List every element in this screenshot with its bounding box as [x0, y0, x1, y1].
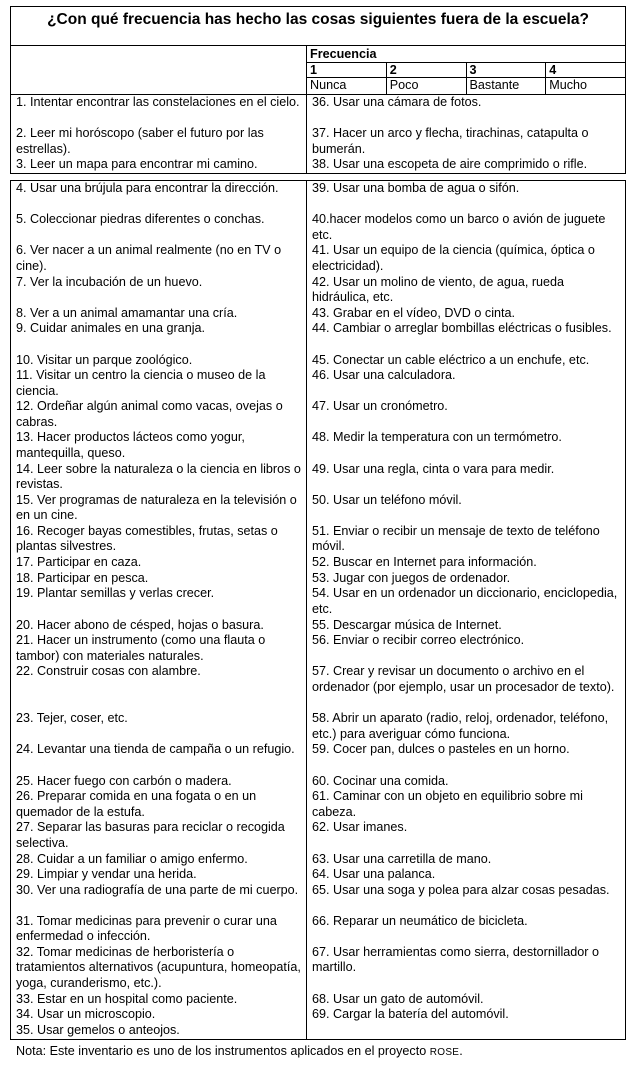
item-37: 37. Hacer un arco y flecha, tirachinas, catapulta o bumerán.	[312, 126, 589, 156]
footnote	[10, 1044, 626, 1060]
item-29: 29. Limpiar y vendar una herida.	[16, 867, 197, 882]
item-68: 68. Usar un gato de automóvil.	[312, 991, 484, 1006]
item-4: 4. Usar una brújula para encontrar la dirección.	[16, 180, 279, 195]
frequency-header	[10, 46, 626, 95]
item-26: 26. Preparar comida en una fogata o en un quemador de la estufa.	[16, 789, 257, 819]
item-43: 43. Grabar en el vídeo, DVD o cinta.	[312, 305, 516, 320]
item-67: 67. Usar herramientas como sierra, destornillador o martillo.	[312, 945, 599, 975]
item-44: 44. Cambiar o arreglar bombillas eléctricas o fusibles.	[312, 321, 612, 336]
item-40: 40.hacer modelos como un barco o avión de juguete etc.	[312, 212, 606, 242]
item-53: 53. Jugar con juegos de ordenador.	[312, 570, 511, 585]
item-7: 7. Ver la incubación de un huevo.	[16, 274, 203, 289]
item-58: 58. Abrir un aparato (radio, reloj, ordenador, teléfono, etc.) para averiguar cómo funciona.	[312, 711, 609, 741]
questionnaire	[10, 6, 626, 1060]
scale-label: Poco	[389, 78, 419, 92]
scale-label: Bastante	[469, 78, 520, 92]
item-36: 36. Usar una cámara de fotos.	[312, 95, 482, 109]
item-50: 50. Usar un teléfono móvil.	[312, 492, 462, 507]
footnote-text: Nota: Este inventario es uno de los instrumentos aplicados en el proyecto	[16, 1043, 430, 1058]
item-64: 64. Usar una palanca.	[312, 867, 436, 882]
item-62: 62. Usar imanes.	[312, 820, 408, 835]
item-17: 17. Participar en caza.	[16, 555, 142, 570]
item-empty	[307, 1023, 625, 1039]
item-69: 69. Cargar la batería del automóvil.	[312, 1007, 509, 1022]
item-63: 63. Usar una carretilla de mano.	[312, 851, 492, 866]
item-19: 19. Plantar semillas y verlas crecer.	[16, 586, 215, 601]
frequency-scale	[307, 46, 625, 94]
scale-number: 4	[546, 63, 625, 78]
item-11: 11. Visitar un centro la ciencia o museo de la ciencia.	[16, 368, 266, 398]
item-51: 51. Enviar o recibir un mensaje de texto de teléfono móvil.	[312, 524, 600, 554]
item-46: 46. Usar una calculadora.	[312, 368, 456, 383]
item-66: 66. Reparar un neumático de bicicleta.	[312, 913, 528, 928]
project-name: ROSE	[429, 1046, 460, 1058]
item-5: 5. Coleccionar piedras diferentes o conchas.	[16, 212, 265, 227]
scale-option-3	[467, 63, 547, 94]
item-25: 25. Hacer fuego con carbón o madera.	[16, 773, 232, 788]
item-57: 57. Crear y revisar un documento o archivo en el ordenador (por ejemplo, usar un procesador de texto).	[312, 664, 615, 694]
item-13: 13. Hacer productos lácteos como yogur, mantequilla, queso.	[16, 430, 245, 460]
scale-option-2	[387, 63, 467, 94]
item-28: 28. Cuidar a un familiar o amigo enfermo.	[16, 851, 248, 866]
item-24: 24. Levantar una tienda de campaña o un refugio.	[16, 742, 295, 757]
item-22: 22. Construir cosas con alambre.	[16, 664, 201, 679]
scale-number: 1	[307, 63, 386, 78]
item-35: 35. Usar gemelos o anteojos.	[16, 1023, 180, 1038]
scale-number: 3	[467, 63, 546, 78]
scale-option-4	[546, 63, 625, 94]
scale-label: Mucho	[549, 78, 588, 92]
item-27: 27. Separar las basuras para reciclar o recogida selectiva.	[16, 820, 285, 850]
scale-label: Nunca	[310, 78, 347, 92]
item-20: 20. Hacer abono de césped, hojas o basura.	[16, 617, 264, 632]
item-14: 14. Leer sobre la naturaleza o la ciencia en libros o revistas.	[16, 461, 301, 492]
item-33: 33. Estar en un hospital como paciente.	[16, 991, 238, 1006]
scale-option-1	[307, 63, 387, 94]
item-47: 47. Usar un cronómetro.	[312, 399, 448, 414]
header-blank-cell	[11, 46, 307, 94]
page-title: ¿Con qué frecuencia has hecho las cosas siguientes fuera de la escuela?	[47, 11, 589, 28]
frequency-heading: Frecuencia	[307, 46, 625, 63]
item-41: 41. Usar un equipo de la ciencia (química, óptica o electricidad).	[312, 243, 595, 273]
item-54: 54. Usar en un ordenador un diccionario, enciclopedia, etc.	[312, 586, 618, 616]
scale-number: 2	[387, 63, 466, 78]
item-45: 45. Conectar un cable eléctrico a un enchufe, etc.	[312, 352, 590, 367]
item-31: 31. Tomar medicinas para prevenir o curar una enfermedad o infección.	[16, 913, 277, 944]
item-9: 9. Cuidar animales en una granja.	[16, 321, 206, 336]
item-55: 55. Descargar música de Internet.	[312, 617, 502, 632]
item-32: 32. Tomar medicinas de herboristería o tratamientos alternativos (acupuntura, homeopatía, yoga, curanderismo, etc.).	[16, 945, 301, 990]
item-61: 61. Caminar con un objeto en equilibrio sobre mi cabeza.	[312, 789, 583, 819]
item-3: 3. Leer un mapa para encontrar mi camino.	[16, 157, 258, 172]
item-12: 12. Ordeñar algún animal como vacas, ovejas o cabras.	[16, 399, 283, 429]
item-8: 8. Ver a un animal amamantar una cría.	[16, 305, 238, 320]
item-60: 60. Cocinar una comida.	[312, 773, 449, 788]
item-18: 18. Participar en pesca.	[16, 570, 149, 585]
item-56: 56. Enviar o recibir correo electrónico.	[312, 633, 525, 648]
item-21: 21. Hacer un instrumento (como una flauta o tambor) con materiales naturales.	[16, 633, 266, 663]
title-box	[10, 6, 626, 46]
item-2: 2. Leer mi horóscopo (saber el futuro por las estrellas).	[16, 126, 264, 156]
item-30: 30. Ver una radiografía de una parte de mi cuerpo.	[16, 882, 299, 897]
item-10: 10. Visitar un parque zoológico.	[16, 352, 193, 367]
item-6: 6. Ver nacer a un animal realmente (no en TV o cine).	[16, 243, 282, 273]
item-59: 59. Cocer pan, dulces o pasteles en un horno.	[312, 742, 570, 757]
item-65: 65. Usar una soga y polea para alzar cosas pesadas.	[312, 882, 610, 897]
item-1: 1. Intentar encontrar las constelaciones en el cielo.	[16, 95, 300, 109]
item-34: 34. Usar un microscopio.	[16, 1007, 156, 1022]
item-16: 16. Recoger bayas comestibles, frutas, setas o plantas silvestres.	[16, 524, 278, 554]
footnote-end: .	[459, 1043, 463, 1058]
item-49: 49. Usar una regla, cinta o vara para medir.	[312, 461, 555, 476]
item-15: 15. Ver programas de naturaleza en la televisión o en un cine.	[16, 492, 297, 523]
item-48: 48. Medir la temperatura con un termómetro.	[312, 430, 562, 445]
item-42: 42. Usar un molino de viento, de agua, rueda hidráulica, etc.	[312, 274, 565, 304]
items-block-2	[10, 180, 626, 1040]
items-block-1	[10, 95, 626, 174]
item-39: 39. Usar una bomba de agua o sifón.	[312, 180, 520, 195]
item-38: 38. Usar una escopeta de aire comprimido o rifle.	[312, 157, 588, 172]
item-23: 23. Tejer, coser, etc.	[16, 711, 128, 726]
item-52: 52. Buscar en Internet para información.	[312, 555, 537, 570]
